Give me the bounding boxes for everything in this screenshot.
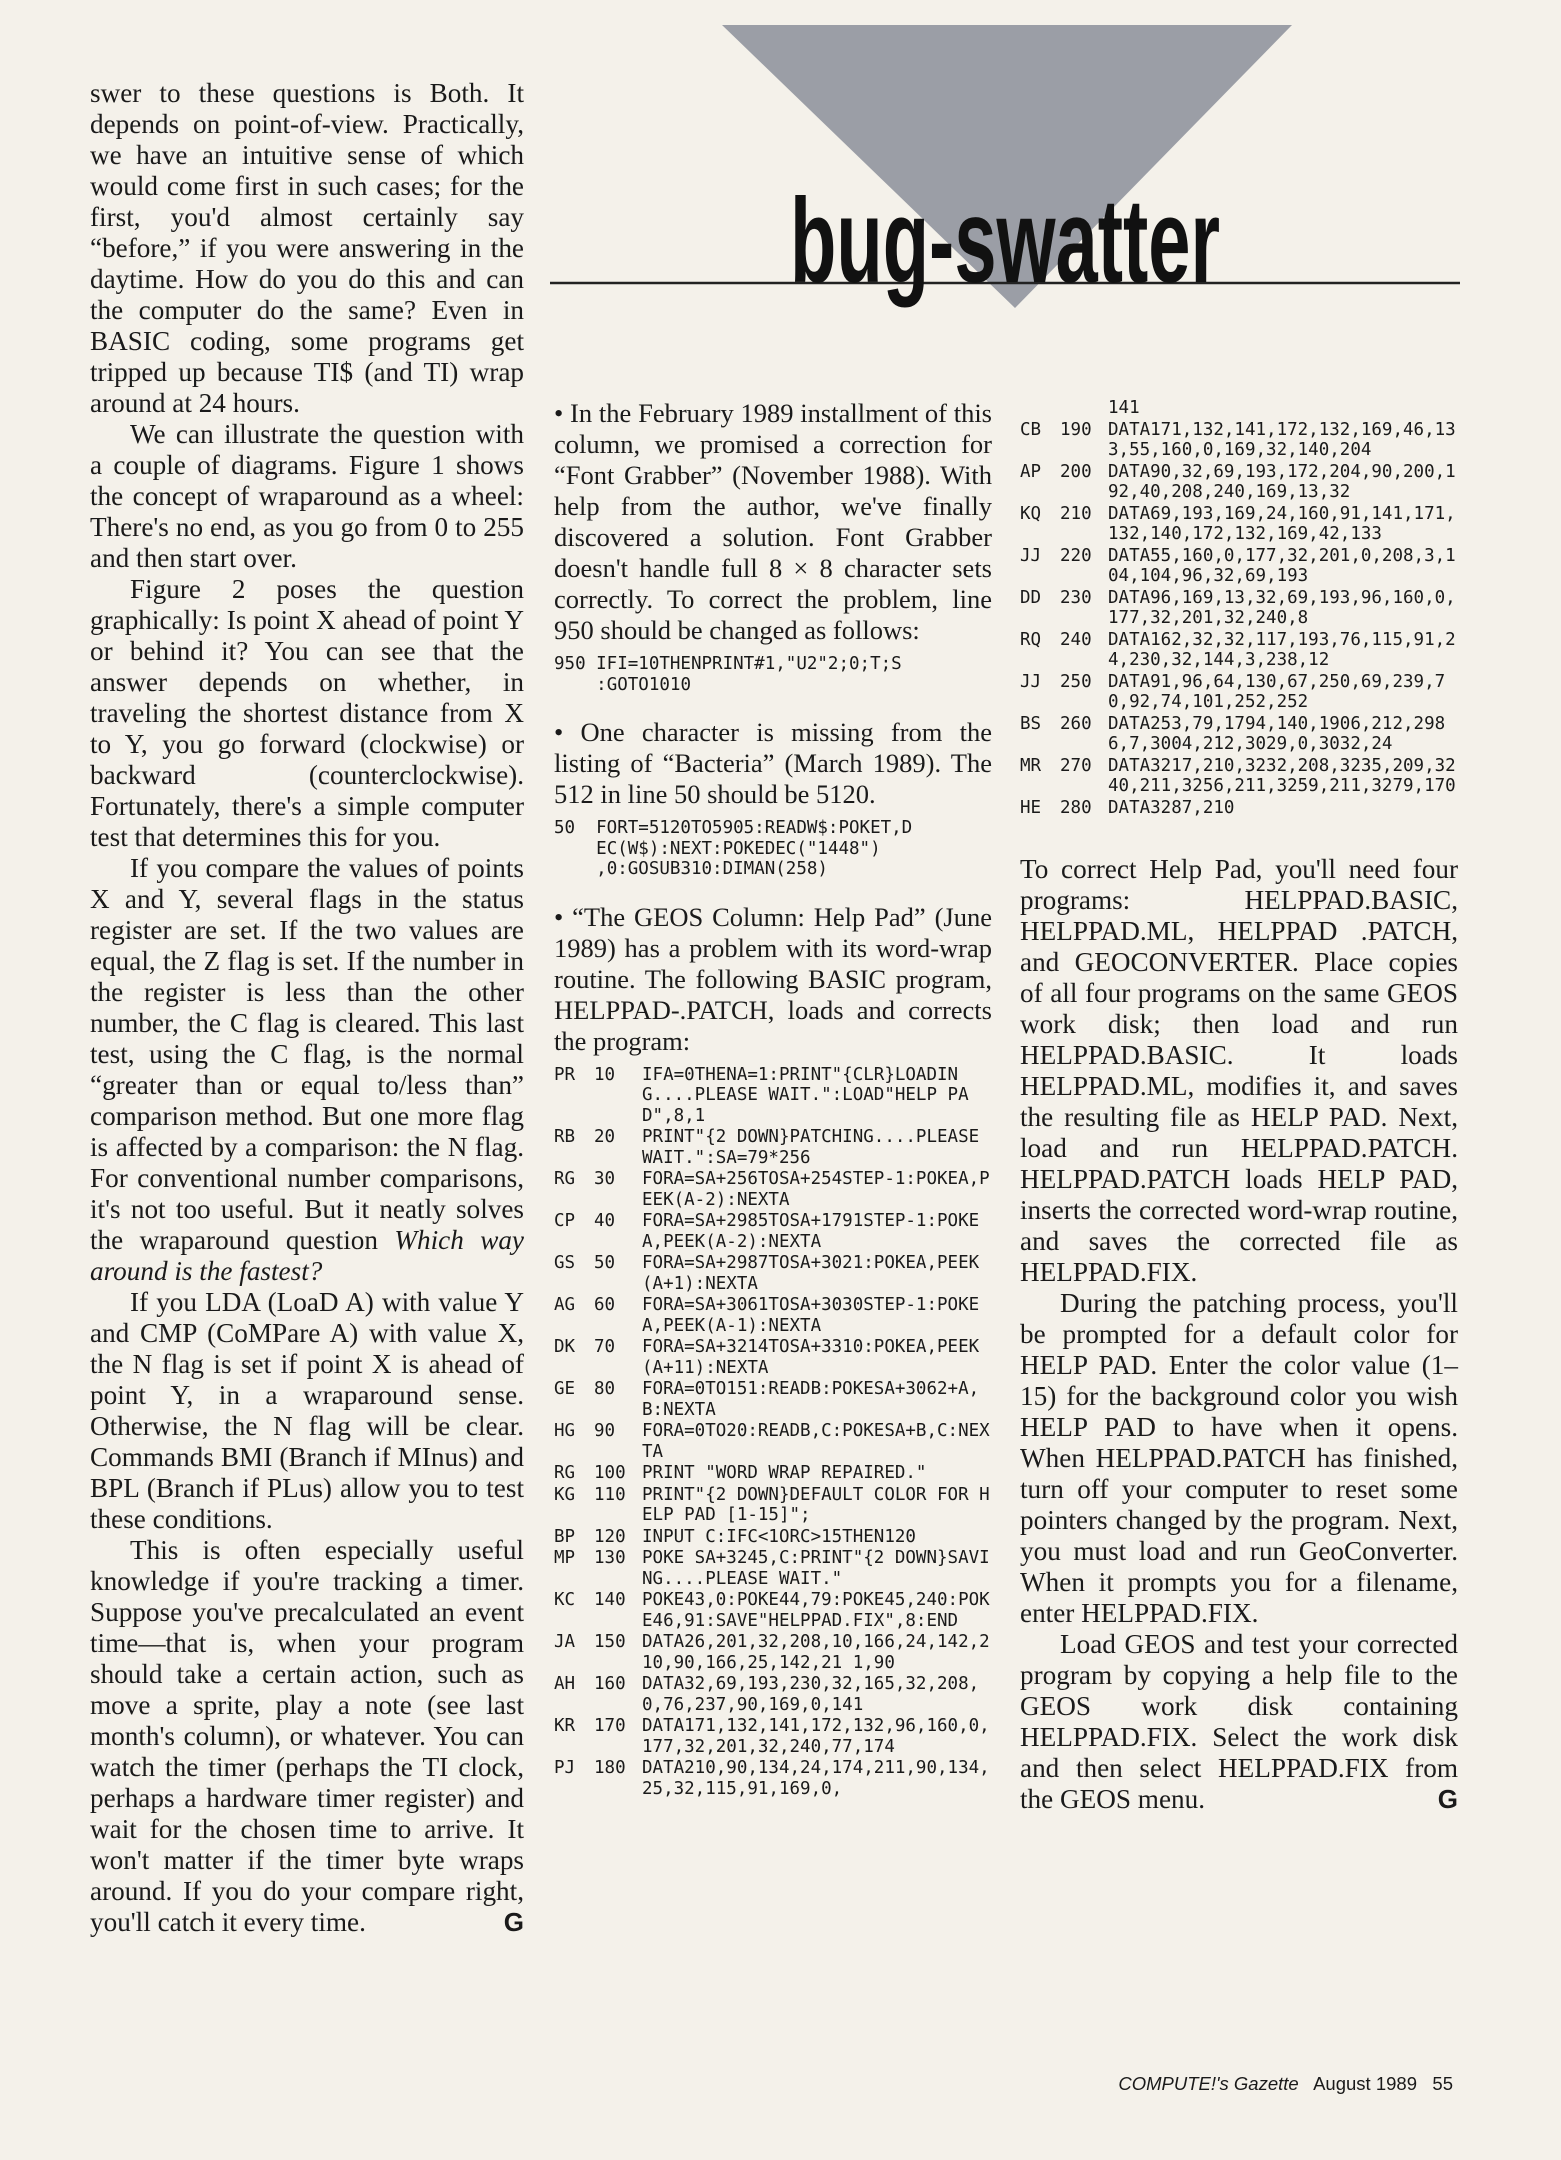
checksum-label: AH [554,1674,576,1694]
line-number: 110 [594,1484,626,1505]
checksum-label: RB [554,1127,576,1147]
listing-row [554,1169,992,1210]
line-number [1060,398,1108,419]
checksum-label: KC [554,1590,576,1610]
listing-row [554,1758,992,1799]
code-line: FORA=SA+3214TOSA+3310:POKEA,PEEK(A+11):NEXTA [642,1337,980,1378]
listing-row [554,1674,992,1715]
listing-row [554,1463,992,1484]
checksum-label: JJ [1020,545,1042,566]
listing-row [554,1632,992,1673]
listing-row [554,1211,992,1252]
checksum-label: PR [554,1064,576,1085]
right-column [1020,398,1458,1815]
checksum-label: GS [554,1253,576,1273]
checksum-label: BS [1020,713,1042,734]
code-line: FORA=SA+2985TOSA+1791STEP-1:POKEA,PEEK(A-2):NEXTA [642,1211,980,1252]
listing-row [554,1485,992,1526]
checksum-label: KG [554,1484,576,1505]
checksum-label: JA [554,1632,576,1652]
listing-row [1020,756,1458,797]
line-number: 80 [594,1379,616,1399]
code-line: FORA=SA+2987TOSA+3021:POKEA,PEEK(A+1):NEXTA [642,1253,980,1294]
line-number: 40 [594,1211,616,1231]
checksum-label: GE [554,1379,576,1399]
line-number: 30 [594,1169,616,1189]
listing-row [1020,462,1458,503]
line-number: 200 [1060,461,1092,482]
correction-bacteria: • One character is missing from the listing of “Bacteria” (March 1989). The 512 in line 50 should be 5120. [554,717,992,809]
paragraph: We can illustrate the question with a couple of diagrams. Figure 1 shows the concept of wraparound as a wheel: There's no end, as you go from 0 to 255 and then start over. [90,419,524,573]
code-line: DATA3287,210 [1108,797,1235,818]
checksum-label: JJ [1020,671,1042,692]
code-line: 141 [1108,398,1140,418]
checksum-label: CB [1020,419,1042,440]
logo-text: bug-swatter [790,174,1220,308]
paragraph: If you LDA (LoaD A) with value Y and CMP (CoMPare A) with value X, the N flag is set if point X is ahead of point Y, in a wraparound sense. Otherwise, the N flag will be clear. Commands BMI (Branch if MInus) and BPL (Branch if PLus) allow you to test these conditions. [90,1287,524,1534]
listing-row [554,1337,992,1378]
correction-help-pad: • “The GEOS Column: Help Pad” (June 1989) has a problem with its word-wrap routine. The following BASIC program, HELPPAD-.PATCH, loads and corrects the program: [554,901,992,1056]
line-number: 210 [1060,503,1092,524]
code-line: DATA171,132,141,172,132,169,46,133,55,160,0,169,32,140,204 [1108,419,1456,460]
left-column [90,78,524,1938]
paragraph: To correct Help Pad, you'll need four programs: HELPPAD.BASIC, HELPPAD.ML, HELPPAD .PATCH, and GEOCONVERTER. Place copies of all four programs on the same GEOS work disk; then load and run HELPPAD.BASIC. It loads HELPPAD.ML, modifies it, and saves the resulting file as HELP PAD. Next, load and run HELPPAD.PATCH. HELPPAD.PATCH loads HELP PAD, inserts the corrected word-wrap routine, and saves the corrected file as HELPPAD.FIX. [1020,854,1458,1287]
line-number: 190 [1060,419,1092,440]
code-line: FORA=SA+256TOSA+254STEP-1:POKEA,PEEK(A-2):NEXTA [642,1169,990,1210]
line-number: 230 [1060,587,1092,608]
checksum-label: MR [1020,755,1042,776]
checksum-label: AP [1020,461,1042,482]
listing-row [1020,420,1458,461]
line-number: 100 [594,1463,626,1483]
line-number: 50 [594,1253,616,1273]
paragraph-text: Load GEOS and test your corrected program by copying a help file to the GEOS work disk containing HELPPAD.FIX. Select the work disk and then select HELPPAD.FIX from the GEOS menu. [1020,1629,1458,1814]
paragraph: swer to these questions is Both. It depends on point-of-view. Practically, we have an intuitive sense of which would come first in such cases; for the first, you'd almost certainly say “before,” if you were answering in the daytime. How do you do this and can the computer do the same? Even in BASIC coding, some programs get tripped up because TI$ (and TI) wrap around at 24 hours. [90,78,524,418]
checksum-label: KR [554,1716,576,1736]
page-number: 55 [1432,2073,1453,2094]
line-number: 180 [594,1758,626,1778]
listing-row [554,1527,992,1548]
line-number: 280 [1060,797,1092,818]
code-line: DATA90,32,69,193,172,204,90,200,192,40,208,240,169,13,32 [1108,461,1456,502]
paragraph [90,1535,524,1938]
code-line: DATA69,193,169,24,160,91,141,171,132,140,172,132,169,42,133 [1108,503,1456,544]
code-line: POKE43,0:POKE44,79:POKE45,240:POKE46,91:SAVE"HELPPAD.FIX",8:END [642,1590,990,1631]
code-line: PRINT "WORD WRAP REPAIRED." [642,1463,927,1483]
line-number: 60 [594,1295,616,1315]
code-line: DATA32,69,193,230,32,165,32,208,0,76,237,90,169,0,141 [642,1674,980,1715]
code-line: DATA171,132,141,172,132,96,160,0,177,32,201,32,240,77,174 [642,1716,990,1757]
listing-row [554,1379,992,1420]
listing-row [554,1548,992,1589]
right-prose [1020,854,1458,1815]
line-number: 130 [594,1548,626,1568]
magazine-name: COMPUTE!'s Gazette [1118,2073,1299,2094]
program-listing [1020,398,1458,818]
line-number: 270 [1060,755,1092,776]
paragraph-text: This is often especially useful knowledge if you're tracking a timer. Suppose you've precalculated an event time—that is, when your program should take a certain action, such as move a sprite, play a note (see last month's column), or whatever. You can watch the timer (perhaps the TI clock, perhaps a hardware timer register) and wait for the chosen time to arrive. It won't matter if the timer byte wraps around. If you do your compare right, you'll catch it every time. [90,1535,524,1937]
code-line: DATA253,79,1794,140,1906,212,2986,7,3004,212,3029,0,3032,24 [1108,713,1446,754]
program-listing [554,1065,992,1800]
listing-row [554,1716,992,1757]
code-bacteria: 50 FORT=5120TO5905:READW$:POKET,D EC(W$):NEXT:POKEDEC("1448") ,0:GOSUB310:DIMAN(258) [554,818,913,879]
checksum-label: HG [554,1421,576,1441]
line-number: 150 [594,1632,626,1652]
checksum-label [1020,398,1060,419]
code-line: DATA91,96,64,130,67,250,69,239,70,92,74,101,252,252 [1108,671,1446,712]
listing-row [554,1590,992,1631]
code-line: PRINT"{2 DOWN}PATCHING....PLEASE WAIT.":SA=79*256 [642,1127,990,1168]
listing-row [554,1253,992,1294]
code-font-grabber: 950 IFI=10THENPRINT#1,"U2"2;0;T;S :GOTO1010 [554,654,902,695]
listing-row [1020,798,1458,819]
listing-row [1020,546,1458,587]
listing-row [1020,504,1458,545]
paragraph: Figure 2 poses the question graphically: Is point X ahead of point Y or behind it? You can see that the answer depends on whether, in traveling the shortest distance from X to Y, you go forward (clockwise) or backward (counterclockwise). Fortunately, there's a simple computer test that determines this for you. [90,574,524,852]
line-number: 160 [594,1674,626,1694]
checksum-label: BP [554,1526,576,1547]
line-number: 20 [594,1127,616,1147]
checksum-label: KQ [1020,503,1042,524]
paragraph [90,853,524,1287]
checksum-label: CP [554,1211,576,1231]
paragraph: During the patching process, you'll be prompted for a default color for HELP PAD. Enter the color value (1–15) for the background color you wish HELP PAD to have when it opens. When HELPPAD.PATCH has finished, turn off your computer to reset some pointers changed by the program. Next, you must load and run GeoConverter. When it prompts you for a filename, enter HELPPAD.FIX. [1020,1288,1458,1628]
checksum-label: PJ [554,1758,576,1778]
listing-row [554,1127,992,1168]
line-number: 10 [594,1064,616,1085]
listing-row [1020,630,1458,671]
line-number: 260 [1060,713,1092,734]
end-mark-icon: G [503,1907,524,1937]
line-number: 120 [594,1526,626,1547]
code-line: DATA96,169,13,32,69,193,96,160,0,177,32,201,32,240,8 [1108,587,1456,628]
end-mark-icon: G [1437,1784,1458,1814]
listing-row [1020,714,1458,755]
code-line: IFA=0THENA=1:PRINT"{CLR}LOADING....PLEASE WAIT.":LOAD"HELP PAD",8,1 [642,1064,969,1126]
line-number: 220 [1060,545,1092,566]
code-line: DATA26,201,32,208,10,166,24,142,210,90,166,25,142,21 1,90 [642,1632,990,1673]
listing-row [554,1421,992,1462]
code-line: POKE SA+3245,C:PRINT"{2 DOWN}SAVING....PLEASE WAIT." [642,1548,990,1589]
code-line: DATA3217,210,3232,208,3235,209,3240,211,3256,211,3259,211,3279,170 [1108,755,1456,796]
line-number: 250 [1060,671,1092,692]
emphasis-text: Which way around is the fastest? [90,1225,524,1286]
checksum-label: RQ [1020,629,1042,650]
code-line: PRINT"{2 DOWN}DEFAULT COLOR FOR HELP PAD [1-15]"; [642,1484,990,1525]
line-number: 240 [1060,629,1092,650]
middle-column [554,398,992,1800]
code-line: DATA162,32,32,117,193,76,115,91,24,230,32,144,3,238,12 [1108,629,1456,670]
checksum-label: MP [554,1548,576,1568]
listing-row [1020,672,1458,713]
code-line: FORA=0TO20:READB,C:POKESA+B,C:NEXTA [642,1421,990,1462]
listing-row [1020,588,1458,629]
line-number: 140 [594,1590,626,1610]
listing-row [554,1295,992,1336]
checksum-label: AG [554,1295,576,1315]
checksum-label: DD [1020,587,1042,608]
checksum-label: RG [554,1463,576,1483]
checksum-label: DK [554,1337,576,1357]
paragraph-text: If you compare the values of points X and Y, several flags in the status register are set. If the two values are equal, the Z flag is set. If the number in the register is less than the other number, the C flag is cleared. This last test, using the C flag, is the normal “greater than or equal to/less than” comparison method. But one more flag is affected by a comparison: the N flag. For conventional number comparisons, it's not too useful. But it neatly solves the wraparound question [90,853,524,1255]
page-footer [1118,2073,1453,2095]
code-line: FORA=SA+3061TOSA+3030STEP-1:POKEA,PEEK(A-1):NEXTA [642,1295,980,1336]
checksum-label: HE [1020,797,1042,818]
checksum-label: RG [554,1169,576,1189]
line-number: 70 [594,1337,616,1357]
code-line: DATA55,160,0,177,32,201,0,208,3,104,104,96,32,69,193 [1108,545,1456,586]
issue-date: August 1989 [1313,2073,1417,2094]
listing-row [1020,398,1458,419]
line-number: 90 [594,1421,616,1441]
listing-row [554,1065,992,1127]
code-line: DATA210,90,134,24,174,211,90,134,25,32,115,91,169,0, [642,1758,990,1799]
correction-font-grabber: • In the February 1989 installment of this column, we promised a correction for “Font Grabber” (November 1988). With help from the author, we've finally discovered a solution. Font Grabber doesn't handle full 8 × 8 character sets correctly. To correct the problem, line 950 should be changed as follows: [554,398,992,645]
paragraph [1020,1629,1458,1815]
line-number: 170 [594,1716,626,1736]
code-line: FORA=0TO151:READB:POKESA+3062+A,B:NEXTA [642,1379,980,1420]
code-line: INPUT C:IFC<1ORC>15THEN120 [642,1526,916,1547]
